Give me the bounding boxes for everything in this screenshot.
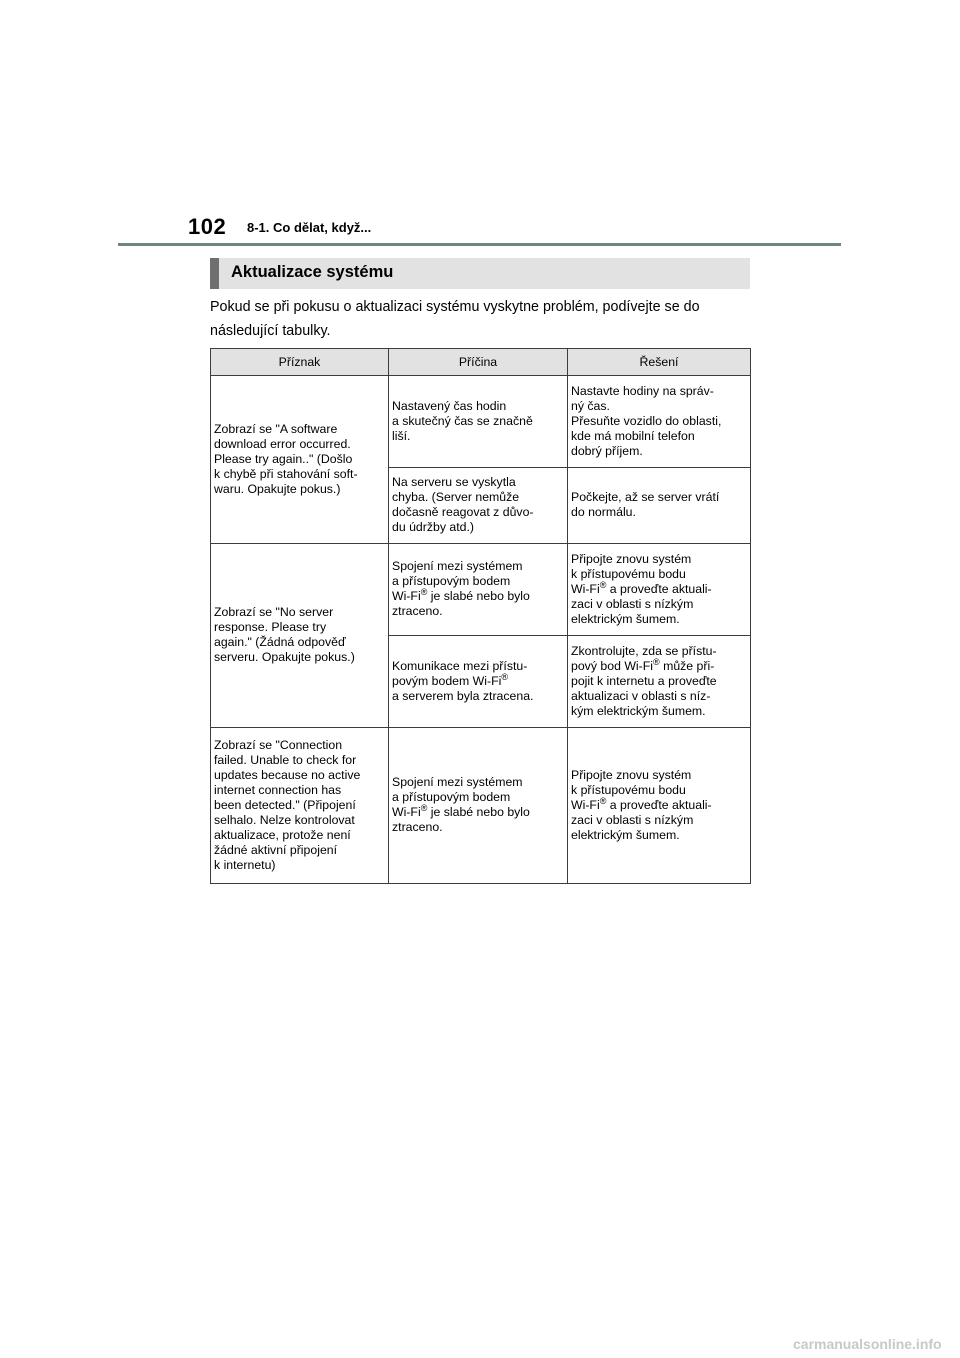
cause-cell: Na serveru se vyskytla chyba. (Server nemůže dočasně reagovat z důvo- du údržby atd.): [389, 468, 568, 544]
page-number: 102: [188, 214, 227, 239]
symptom-cell: Zobrazí se "No server response. Please try again." (Žádná odpověď serveru. Opakujte pokus.): [211, 544, 389, 728]
solution-cell: Připojte znovu systém k přístupovému bodu Wi-Fi® a proveďte aktuali- zaci v oblasti s nízkým elektrickým šumem.: [568, 728, 751, 884]
table-header-row: [211, 349, 751, 376]
section-title: Aktualizace systému: [231, 263, 394, 281]
solution-cell: Zkontrolujte, zda se přístu- pový bod Wi-Fi® může při- pojit k internetu a proveďte aktualizaci v oblasti s níz- kým elektrickým šumem.: [568, 636, 751, 728]
solution-cell: Počkejte, až se server vrátí do normálu.: [568, 468, 751, 544]
symptom-cell: Zobrazí se "Connection failed. Unable to check for updates because no active internet connection has been detected." (Připojení selhalo. Nelze kontrolovat aktualizace, protože není žádné aktivní připojení k internetu): [211, 728, 389, 884]
column-header-solution: Řešení: [568, 349, 751, 376]
column-header-cause: Příčina: [389, 349, 568, 376]
solution-cell: Připojte znovu systém k přístupovému bodu Wi-Fi® a proveďte aktuali- zaci v oblasti s nízkým elektrickým šumem.: [568, 544, 751, 636]
cause-cell: Komunikace mezi přístu- povým bodem Wi-Fi® a serverem byla ztracena.: [389, 636, 568, 728]
cause-cell: Nastavený čas hodin a skutečný čas se značně liší.: [389, 376, 568, 468]
intro-paragraph: Pokud se při pokusu o aktualizaci systému vyskytne problém, podívejte se do následující tabulky.: [210, 299, 700, 339]
column-header-symptom: Příznak: [211, 349, 389, 376]
solution-cell: Nastavte hodiny na správ- ný čas. Přesuňte vozidlo do oblasti, kde má mobilní telefon dobrý příjem.: [568, 376, 751, 468]
table-row: [211, 728, 751, 884]
table-row: [211, 376, 751, 468]
cause-cell: Spojení mezi systémem a přístupovým bodem Wi-Fi® je slabé nebo bylo ztraceno.: [389, 544, 568, 636]
chapter-title: 8-1. Co dělat, když...: [247, 220, 372, 235]
table-row: [211, 544, 751, 636]
troubleshooting-table: [210, 348, 751, 884]
header-divider: [118, 243, 841, 246]
section-banner: [210, 258, 750, 289]
cause-cell: Spojení mezi systémem a přístupovým bodem Wi-Fi® je slabé nebo bylo ztraceno.: [389, 728, 568, 884]
footer-watermark: carmanualsonline.info: [793, 1336, 942, 1352]
symptom-cell: Zobrazí se "A software download error occurred. Please try again.." (Došlo k chybě při stahování soft- waru. Opakujte pokus.): [211, 376, 389, 544]
